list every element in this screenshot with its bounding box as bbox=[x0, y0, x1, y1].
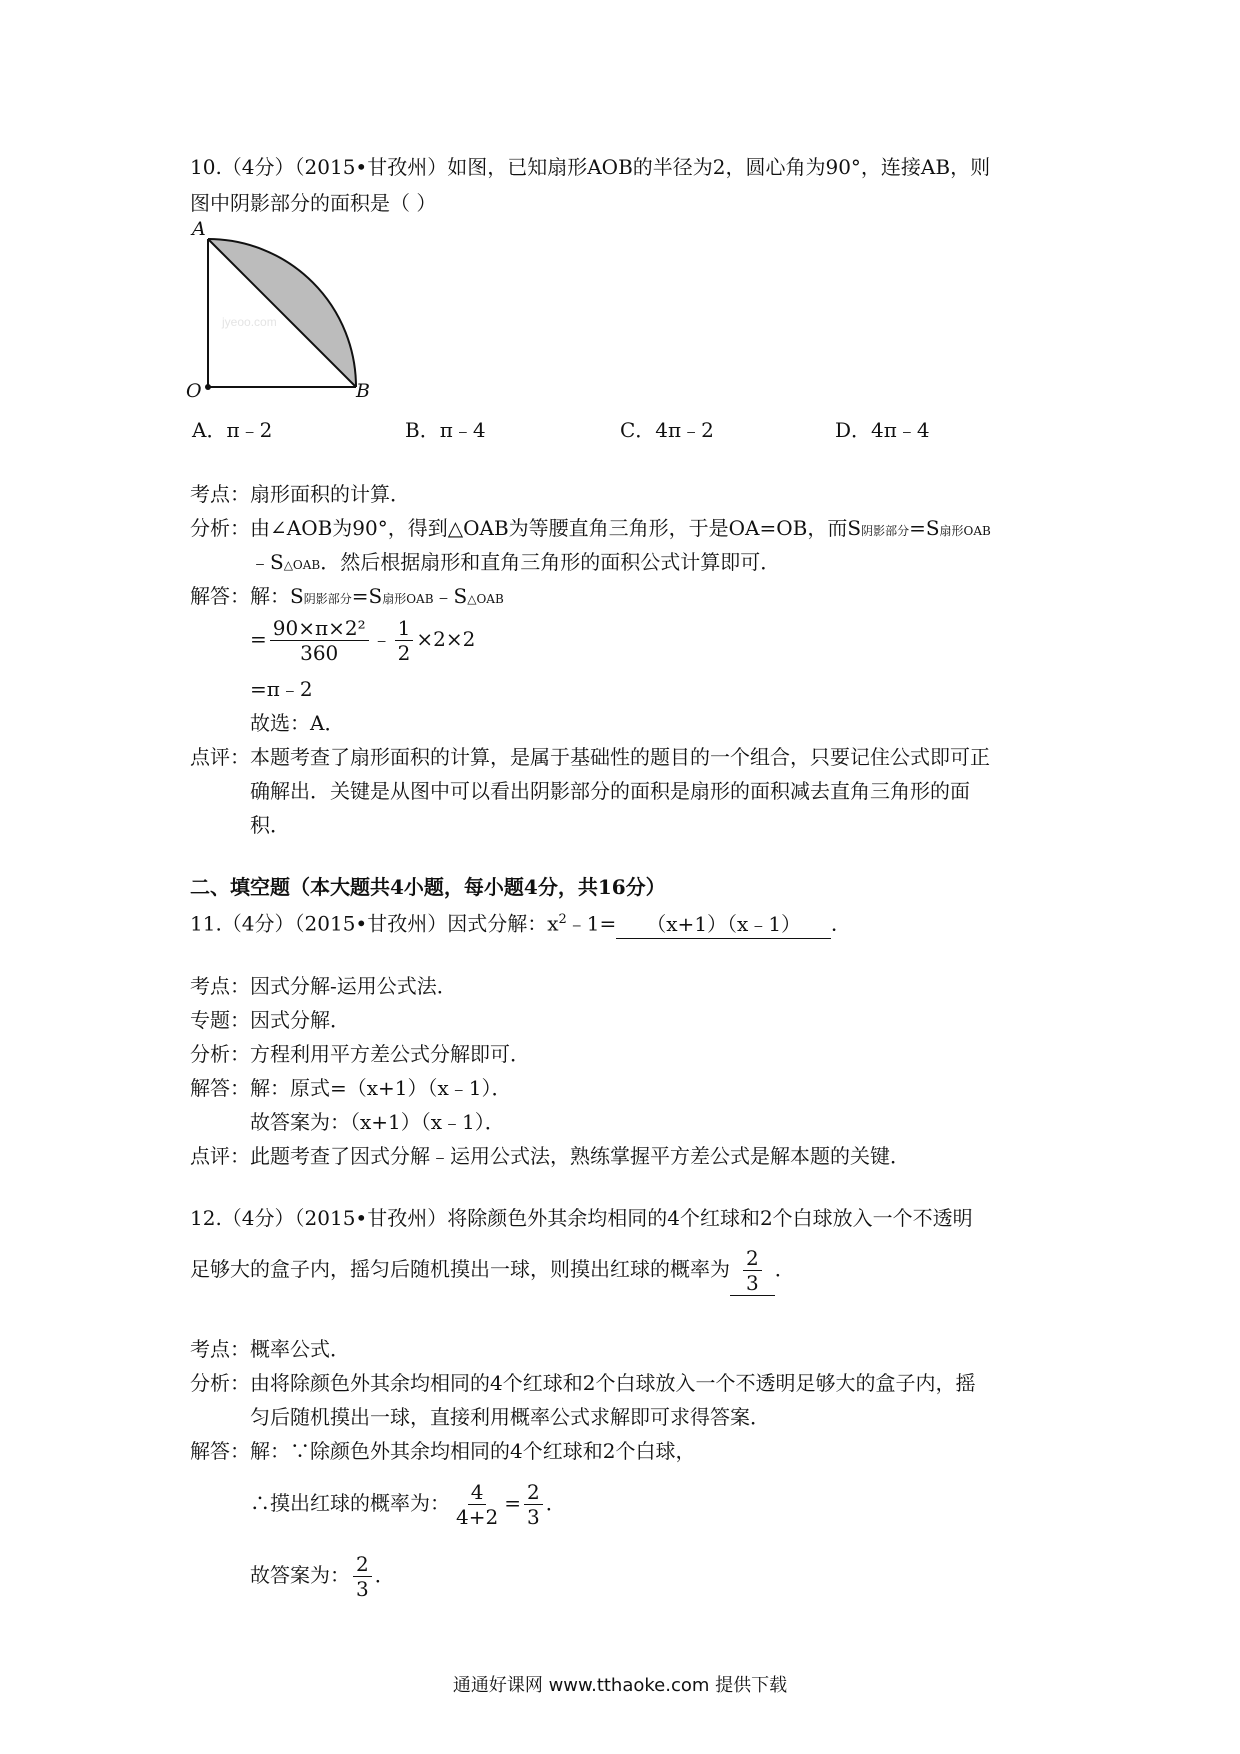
q10-fenxi-line1 bbox=[190, 514, 991, 545]
q11-fenxi: 分析：方程利用平方差公式分解即可． bbox=[190, 1042, 530, 1066]
q11-text: ﹣1= bbox=[566, 911, 617, 936]
option-a: A．π﹣2 bbox=[192, 418, 273, 442]
q11-stem bbox=[190, 906, 851, 939]
label-b: B bbox=[356, 380, 370, 402]
q12-fenxi-line1: 分析：由将除颜色外其余均相同的4个红球和2个白球放入一个不透明足够大的盒子内，摇 bbox=[190, 1371, 976, 1395]
q10-result: =π﹣2 bbox=[250, 677, 313, 701]
fenxi-text: ﹣S bbox=[250, 550, 284, 574]
q11-gudaan: 故答案为：（x+1）（x﹣1）． bbox=[250, 1110, 505, 1134]
page-footer: 通通好课网 www.tthaoke.com 提供下载 bbox=[452, 1675, 788, 1696]
equals-sign: = bbox=[250, 627, 267, 651]
sector-diagram bbox=[180, 222, 380, 412]
q10-dianping-line1: 点评：本题考查了扇形面积的计算，是属于基础性的题目的一个组合，只要记住公式即可正 bbox=[190, 745, 990, 769]
q11-jieda: 解答：解：原式=（x+1）（x﹣1）． bbox=[190, 1076, 512, 1100]
numerator: 2 bbox=[743, 1246, 762, 1271]
jieda-text: =S bbox=[351, 584, 383, 608]
q10-stem-line2: 图中阴影部分的面积是（ ） bbox=[190, 191, 437, 215]
jieda-text: 解答：解：S bbox=[190, 584, 304, 608]
q12-answer-blank bbox=[730, 1246, 775, 1296]
numerator: 1 bbox=[395, 616, 414, 641]
subscript: 扇形OAB bbox=[382, 592, 434, 606]
subscript: 扇形OAB bbox=[939, 524, 991, 538]
fraction bbox=[524, 1480, 543, 1529]
q10-dianping-line3: 积． bbox=[250, 813, 290, 837]
denominator: 3 bbox=[746, 1271, 759, 1295]
denominator: 4+2 bbox=[456, 1505, 499, 1529]
numerator: 2 bbox=[353, 1552, 372, 1577]
q11-zhuanti: 专题：因式分解． bbox=[190, 1008, 350, 1032]
q12-text: 故答案为： bbox=[250, 1563, 350, 1587]
minus-sign: ﹣ bbox=[371, 627, 392, 651]
fraction bbox=[453, 1480, 501, 1529]
q11-answer-blank: （x+1）（x﹣1） bbox=[616, 910, 831, 939]
option-c: C．4π﹣2 bbox=[620, 418, 714, 442]
q12-stem-line2 bbox=[190, 1246, 795, 1296]
equation-tail: ×2×2 bbox=[416, 627, 476, 651]
denominator: 3 bbox=[356, 1577, 369, 1601]
denominator: 360 bbox=[300, 641, 339, 665]
subscript: △OAB bbox=[467, 592, 504, 606]
q10-fenxi-line2 bbox=[250, 548, 780, 579]
q10-kaodian: 考点：扇形面积的计算． bbox=[190, 482, 410, 506]
q10-jieda bbox=[190, 582, 504, 613]
q12-text: ． bbox=[545, 1491, 566, 1515]
q11-text: 11.（4分）（2015•甘孜州）因式分解：x bbox=[190, 911, 559, 936]
label-o: O bbox=[186, 380, 202, 402]
equals-sign: = bbox=[504, 1491, 521, 1515]
numerator: 2 bbox=[524, 1480, 543, 1505]
fraction bbox=[395, 616, 414, 665]
q12-probability bbox=[250, 1480, 566, 1529]
fenxi-text: 分析：由∠AOB为90°，得到△OAB为等腰直角三角形，于是OA=OB，而S bbox=[190, 516, 862, 540]
q11-text: ． bbox=[831, 911, 852, 936]
q10-figure bbox=[180, 218, 380, 412]
center-point bbox=[205, 384, 211, 390]
q12-fenxi-line2: 匀后随机摸出一球，直接利用概率公式求解即可求得答案． bbox=[250, 1405, 770, 1429]
jieda-text: ﹣S bbox=[433, 584, 468, 608]
denominator: 2 bbox=[397, 641, 411, 665]
section-heading: 二、填空题（本大题共4小题，每小题4分，共16分） bbox=[190, 875, 666, 899]
subscript: 阴影部分 bbox=[303, 592, 352, 606]
numerator: 4 bbox=[468, 1480, 487, 1505]
numerator: 90×π×2² bbox=[270, 616, 369, 641]
q10-answer: 故选：A． bbox=[250, 711, 345, 735]
q12-kaodian: 考点：概率公式． bbox=[190, 1337, 350, 1361]
superscript: 2 bbox=[558, 912, 567, 927]
q12-stem-line1: 12.（4分）（2015•甘孜州）将除颜色外其余均相同的4个红球和2个白球放入一个不透明 bbox=[190, 1206, 973, 1230]
q10-dianping-line2: 确解出．关键是从图中可以看出阴影部分的面积是扇形的面积减去直角三角形的面 bbox=[250, 779, 970, 803]
q10-equation bbox=[250, 616, 475, 665]
q10-stem-line1: 10.（4分）（2015•甘孜州）如图，已知扇形AOB的半径为2，圆心角为90°，连接AB，则 bbox=[190, 155, 991, 179]
q12-text: ∴摸出红球的概率为： bbox=[250, 1491, 450, 1515]
q11-dianping: 点评：此题考查了因式分解﹣运用公式法，熟练掌握平方差公式是解本题的关键． bbox=[190, 1144, 910, 1168]
fraction bbox=[353, 1552, 372, 1601]
fenxi-text: ．然后根据扇形和直角三角形的面积公式计算即可． bbox=[320, 550, 781, 574]
q12-text: ． bbox=[374, 1563, 395, 1587]
fraction bbox=[270, 616, 369, 665]
option-b: B．π﹣4 bbox=[405, 418, 486, 442]
watermark: jyeoo.com bbox=[222, 315, 277, 329]
q12-text: ． bbox=[774, 1257, 795, 1281]
denominator: 3 bbox=[526, 1505, 540, 1529]
q12-text: 足够大的盒子内，摇匀后随机摸出一球，则摸出红球的概率为 bbox=[190, 1257, 730, 1281]
subscript: 阴影部分 bbox=[861, 524, 910, 538]
fenxi-text: =S bbox=[909, 516, 940, 540]
subscript: △OAB bbox=[283, 558, 321, 572]
q11-kaodian: 考点：因式分解-运用公式法． bbox=[190, 974, 457, 998]
option-d: D．4π﹣4 bbox=[835, 418, 930, 442]
label-a: A bbox=[192, 218, 206, 240]
q12-jieda: 解答：解：∵除颜色外其余均相同的4个红球和2个白球， bbox=[190, 1439, 696, 1463]
q12-gudaan bbox=[250, 1552, 395, 1601]
fraction bbox=[743, 1246, 762, 1295]
